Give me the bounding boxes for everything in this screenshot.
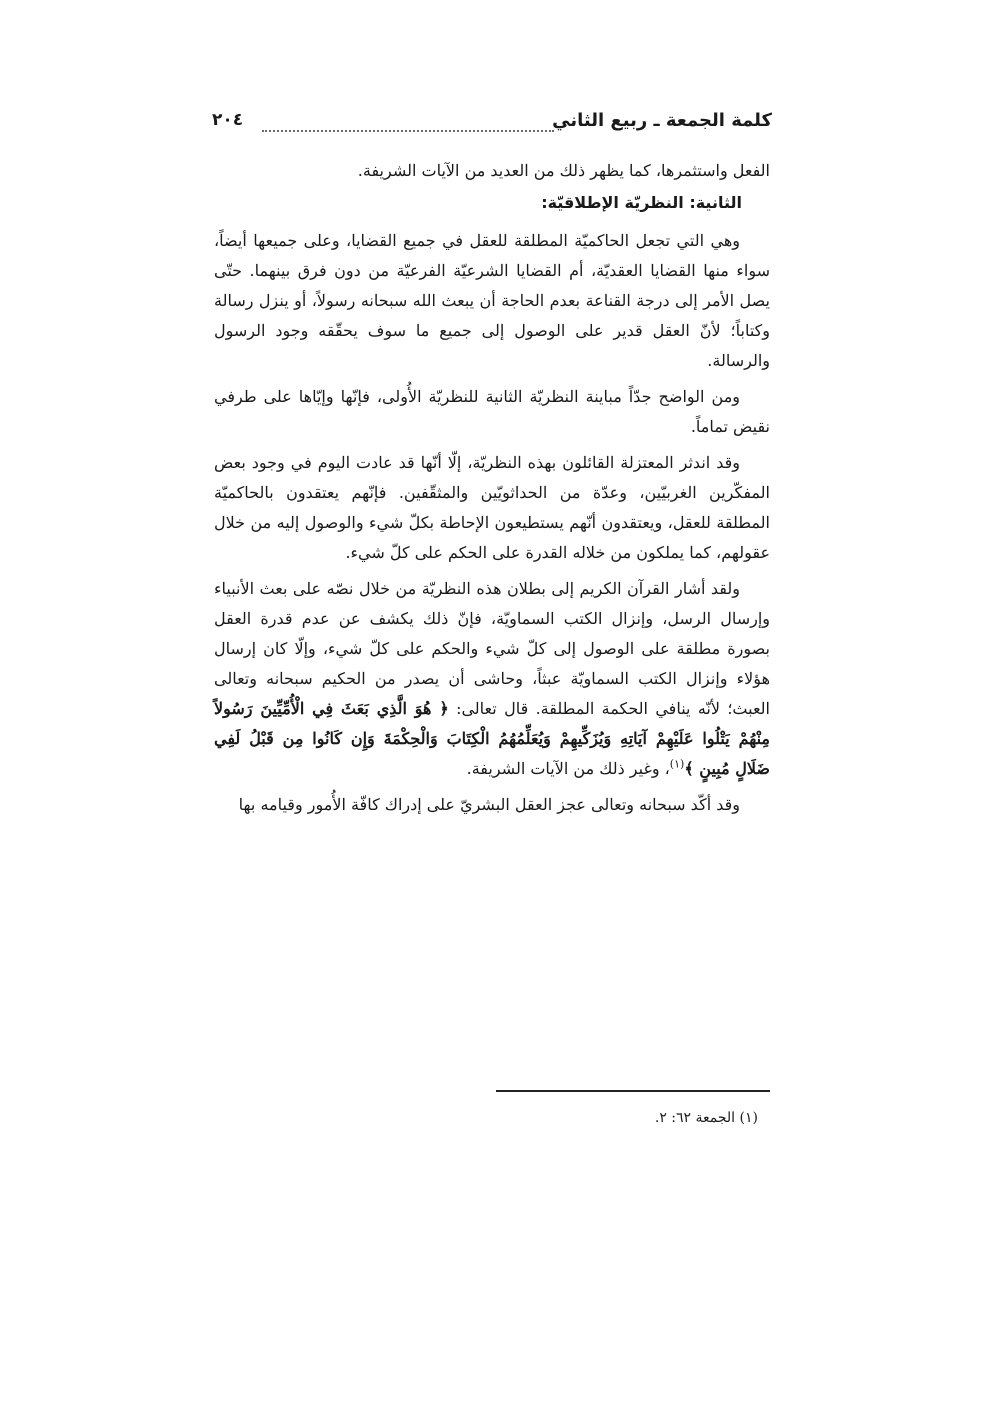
paragraph-4-text: ولقد أشار القرآن الكريم إلى بطلان هذه النظريّة من خلال نصّه على بعث الأنبياء وإرسال الرسل، وإنزال الكتب السماويّة، فإنّ ذلك يكشف عن عدم قدرة العقل بصورة مطلقة على الوصول إلى كلّ شيء والحكم على كلّ شيء، وإلّا كان إرسال هؤلاء وإنزال الكتب السماويّة عبثاً، وحاشى أن يصدر من الحكيم سبحانه وتعالى العبث؛ لأنّه ينافي الحكمة المطلقة. قال تعالى: [214,579,770,718]
paragraph-5: وقد أكّد سبحانه وتعالى عجز العقل البشريّ على إدراك كافّة الأُمور وقيامه بها [238,795,740,814]
paragraph-3: وقد اندثر المعتزلة القائلون بهذه النظريّة، إلّا أنّها قد عادت اليوم في وجود بعض المفكّرين الغربيّين، وعدّة من الحداثويّين والمثقّفين. فإنّهم يعتقدون بالحاكميّة المطلقة للعقل، ويعتقدون أنّهم يستطيعون الإحاطة بكلّ شيء والوصول إليه من خلال عقولهم، كما يملكون من خلاله القدرة على الحكم على كلّ شيء. [214,453,770,562]
page-number: ٢٠٤ [212,110,244,130]
footnote-reference[interactable]: (١) [669,757,685,771]
header-dotted-leader [262,110,554,132]
paragraph-4-tail: ، وغير ذلك من الآيات الشريفة. [466,759,670,778]
quran-verse: ﴿ هُوَ الَّذِي بَعَثَ فِي الْأُمِّيِّينَ رَسُولاً مِنْهُمْ يَتْلُوا عَلَيْهِمْ آيَاتِهِ وَيُزَكِّيهِمْ وَيُعَلِّمُهُمُ الْكِتَابَ وَالْحِكْمَةَ وَإِن كَانُوا مِن قَبْلُ لَفِي ضَلَالٍ مُبِينٍ ﴾ [214,699,770,778]
header-title: كلمة الجمعة ـ ربيع الثاني [552,110,772,131]
footnote-separator [496,1090,770,1092]
paragraph-2: ومن الواضح جدّاً مباينة النظريّة الثانية للنظريّة الأُولى، فإنّها وإيّاها على طرفي نقيض تماماً. [214,387,770,436]
running-header [212,106,772,140]
paragraph-continuation: الفعل واستثمرها، كما يظهر ذلك من العديد من الآيات الشريفة. [357,161,770,180]
footnote: (١) الجمعة ٦٢: ٢. [654,1110,758,1126]
section-heading: الثانية: النظريّة الإطلاقيّة: [541,193,742,212]
body-text [214,156,770,826]
paragraph-4 [214,574,770,784]
paragraph-1: وهي التي تجعل الحاكميّة المطلقة للعقل في جميع القضايا، وعلى جميعها أيضاً، سواء منها القضايا العقديّة، أم القضايا الشرعيّة الفرعيّة من دون فرق بينهما. حتّى يصل الأمر إلى درجة القناعة بعدم الحاجة أن يبعث الله سبحانه رسولاً، أو ينزل رسالة وكتاباً؛ لأنّ العقل قدير على الوصول إلى جميع ما سوف يحقّقه وجود الرسول والرسالة. [214,231,770,370]
